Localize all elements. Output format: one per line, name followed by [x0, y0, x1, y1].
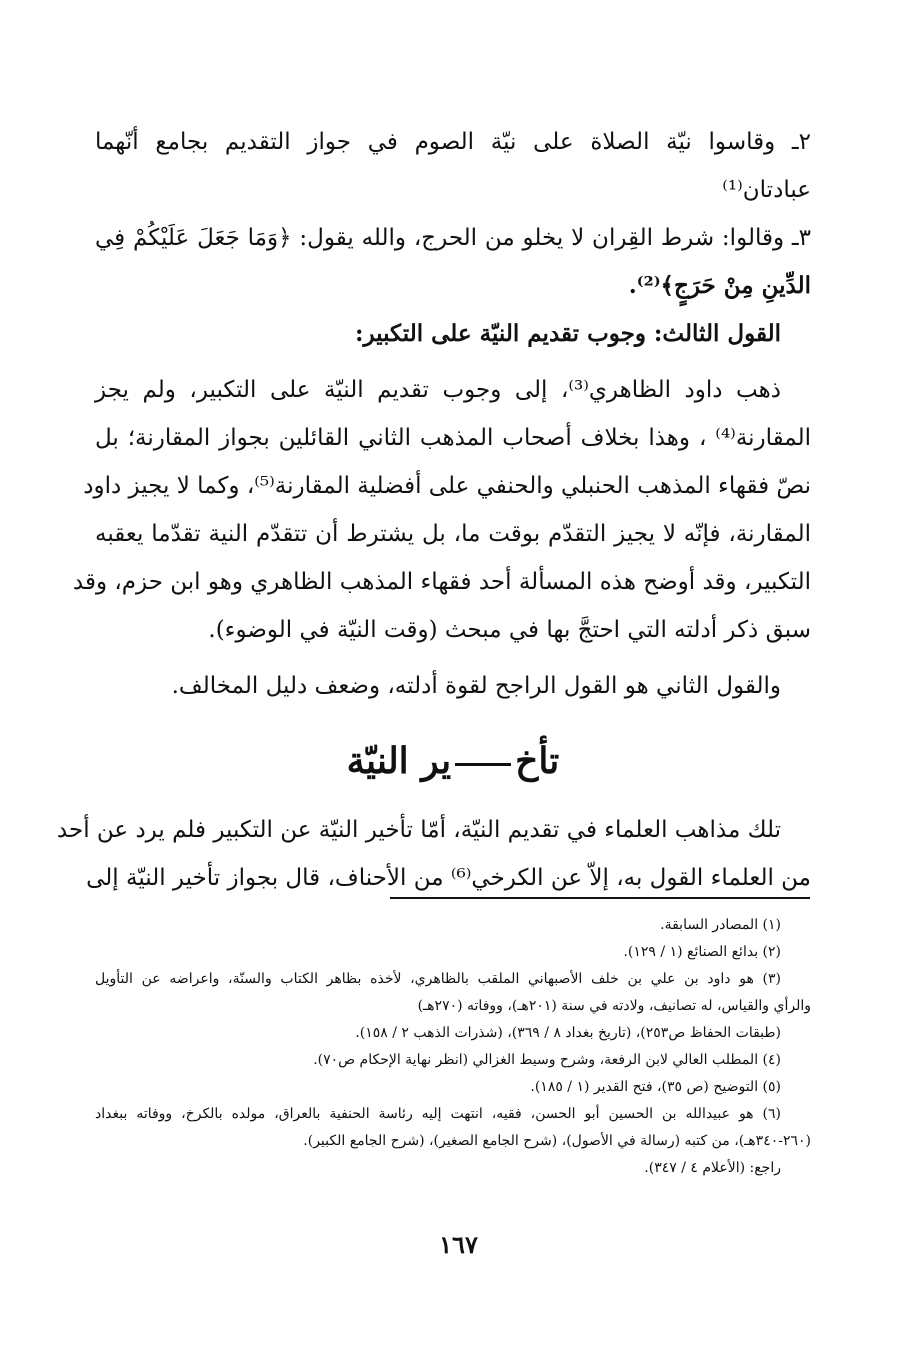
subheading-third-opinion: القول الثالث: وجوب تقديم النيّة على التكبير:: [355, 320, 781, 347]
footnote-6-ref: راجع: (الأعلام ٤ / ٣٤٧).: [644, 1160, 781, 1176]
footnote-separator: [390, 897, 810, 899]
body-line-3: ٣ـ وقالوا: شرط القِران لا يخلو من الحرج، والله يقول: ﴿وَمَا جَعَلَ عَلَيْكُمْ فِي: [95, 225, 811, 251]
footnote-6: (٦) هو عبيدالله بن الحسين أبو الحسن، فقيه، انتهت إليه رئاسة الحنفية بالعراق، مولده بالكرخ، ووفاته ببغداد: [95, 1106, 781, 1122]
footnote-3-refs: (طبقات الحفاظ ص٢٥٣)، (تاريخ بغداد ٨ / ٣٦٩)، (شذرات الذهب ٢ / ١٥٨).: [355, 1025, 781, 1041]
footnote-3-cont: والرأي والقياس، له تصانيف، ولادته في سنة (٢٠١هـ)، ووفاته (٢٧٠هـ): [417, 998, 811, 1014]
body-line-2: عبادتان⁽¹⁾: [722, 177, 811, 203]
body-line-4: الدِّينِ مِنْ حَرَجٍ﴾⁽²⁾.: [628, 272, 811, 299]
main-text: [56, 118, 811, 902]
section-title: [95, 740, 811, 782]
section-line-1: تلك مذاهب العلماء في تقديم النيّة، أمّا تأخير النيّة عن التكبير فلم يرد عن أحد: [56, 817, 781, 843]
body-line-10: التكبير، وقد أوضح هذه المسألة أحد فقهاء المذهب الظاهري وهو ابن حزم، وقد: [72, 569, 811, 595]
body-line-12: والقول الثاني هو القول الراجح لقوة أدلته، وضعف دليل المخالف.: [171, 673, 781, 699]
footnote-4: (٤) المطلب العالي لابن الرفعة، وشرح وسيط الغزالي (انظر نهاية الإحكام ص٧٠).: [313, 1052, 781, 1068]
body-line-6: ذهب داود الظاهري⁽³⁾، إلى وجوب تقديم النيّة على التكبير، ولم يجز: [95, 377, 781, 403]
section-title-start: تأخ: [515, 740, 560, 782]
title-kashida-line: [455, 763, 511, 766]
footnote-5: (٥) التوضيح (ص ٣٥)، فتح القدير (١ / ١٨٥).: [530, 1079, 781, 1095]
body-line-7: المقارنة⁽⁴⁾ ، وهذا بخلاف أصحاب المذهب الثاني القائلين بجواز المقارنة؛ بل: [95, 425, 811, 451]
footnote-6-cont: (٢٦٠-٣٤٠هـ)، من كتبه (رسالة في الأصول)، (شرح الجامع الصغير)، (شرح الجامع الكبير).: [303, 1133, 811, 1149]
footnote-3: (٣) هو داود بن علي بن خلف الأصبهاني الملقب بالظاهري، لأخذه بظاهر الكتاب والسنّة، واعراضه عن التأويل: [95, 971, 781, 987]
body-line-9: المقارنة، فإنّه لا يجيز التقدّم بوقت ما، بل يشترط أن تتقدّم النية تقدّما يعقبه: [95, 521, 811, 547]
page-number: ١٦٧: [439, 1230, 478, 1259]
body-line-8: نصّ فقهاء المذهب الحنبلي والحنفي على أفضلية المقارنة⁽⁵⁾، وكما لا يجيز داود: [83, 473, 811, 499]
body-line-1: ٢ـ وقاسوا نيّة الصلاة على نيّة الصوم في جواز التقديم بجامع أنّهما: [95, 129, 811, 155]
body-line-11: سبق ذكر أدلته التي احتجَّ بها في مبحث (وقت النيّة في الوضوء).: [208, 617, 811, 643]
section-line-2: من العلماء القول به، إلاّ عن الكرخي⁽⁶⁾ من الأحناف، قال بجواز تأخير النيّة إلى: [86, 865, 811, 891]
footnotes: [95, 912, 811, 1182]
footnote-2: (٢) بدائع الصنائع (١ / ١٢٩).: [623, 944, 781, 960]
section-title-end: ير النيّة: [346, 740, 452, 782]
footnote-1: (١) المصادر السابقة.: [660, 917, 781, 933]
